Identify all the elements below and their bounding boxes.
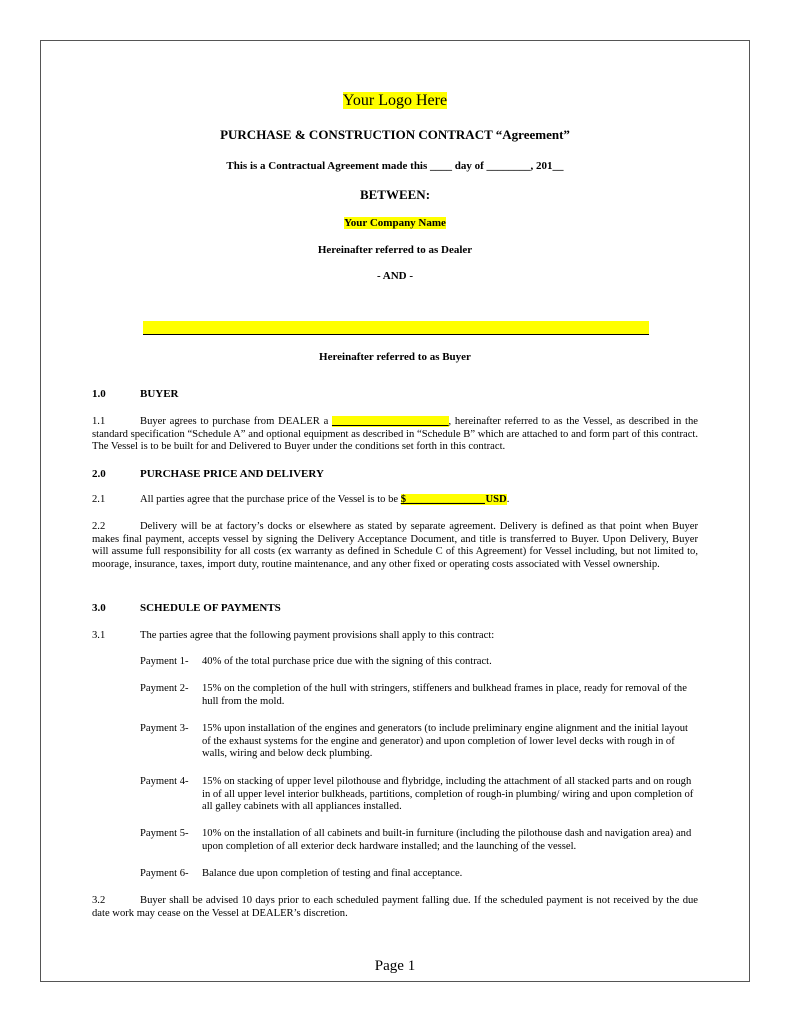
payment-text: 40% of the total purchase price due with the signing of this contract. — [202, 656, 492, 667]
payment-item — [140, 828, 700, 853]
dealer-reference: Hereinafter referred to as Dealer — [317, 244, 473, 256]
payment-item — [140, 723, 700, 761]
paragraph-text: . — [506, 494, 510, 505]
payment-text: Balance due upon completion of testing and final acceptance. — [202, 868, 463, 879]
payment-text: 15% upon installation of the engines and generators (to include preliminary engine alignment and the initial layout of the exhaust systems for the engine and generator) and upon completion of lower level decks with rough in of walls, wiring and below deck plumbing. — [202, 723, 689, 760]
paragraph-text: Buyer shall be advised 10 days prior to each scheduled payment falling due. If the scheduled payment is not received by the due date work may cease on the Vessel at DEALER’s discretion. — [92, 895, 698, 919]
and-separator: - AND - — [376, 270, 414, 282]
paragraph-text: Delivery will be at factory’s docks or elsewhere as stated by separate agreement. Delivery is defined as that point when Buyer makes final payment, accepts vessel by signing the Delivery Acceptance Document, and title is transferred to Buyer. Upon Delivery, Buyer will assume full responsibility for all costs (ex warranty as defined in Schedule C of this Agreement) for Vessel including, but not limited to, moorage, insurance, taxes, import duty, routine maintenance, and any other fixed or operating costs associated with Vessel ownership. — [92, 521, 698, 570]
payment-label: Payment 3- — [140, 723, 189, 734]
between-heading: BETWEEN: — [359, 187, 431, 202]
buyer-reference: Hereinafter referred to as Buyer — [319, 351, 471, 363]
section-number: 2.0 — [92, 468, 106, 480]
payment-label: Payment 5- — [140, 828, 189, 839]
company-name — [40, 217, 750, 229]
payment-item — [140, 776, 700, 814]
section-3-heading — [92, 602, 698, 615]
agreement-date-line: This is a Contractual Agreement made this ____ day of ________, 201__ — [226, 160, 564, 172]
section-2-heading — [92, 468, 698, 481]
payment-text: 15% on the completion of the hull with stringers, stiffeners and bulkhead frames in place, ready for removal of the hull from the mold. — [202, 683, 687, 707]
payment-item — [140, 656, 700, 669]
paragraph-3-2 — [92, 895, 698, 920]
paragraph-2-1 — [92, 494, 698, 507]
paragraph-3-1 — [92, 630, 698, 643]
page-number: Page 1 — [374, 958, 416, 974]
logo-placeholder — [40, 92, 750, 110]
section-title: BUYER — [140, 388, 179, 400]
payment-item — [140, 683, 700, 708]
section-number: 3.0 — [92, 602, 106, 614]
paragraph-text: The parties agree that the following payment provisions shall apply to this contract: — [140, 630, 495, 641]
paragraph-number: 3.2 — [92, 895, 106, 906]
paragraph-1-1 — [92, 416, 698, 454]
payment-label: Payment 1- — [140, 656, 189, 667]
purchase-price-blank[interactable]: $_______________ — [400, 494, 486, 505]
paragraph-text: Buyer agrees to purchase from DEALER a — [140, 416, 333, 427]
paragraph-text: All parties agree that the purchase price of the Vessel is to be — [140, 494, 401, 505]
document-title: PURCHASE & CONSTRUCTION CONTRACT “Agreement” — [220, 127, 570, 142]
buyer-name-blank[interactable] — [143, 321, 649, 335]
section-title: SCHEDULE OF PAYMENTS — [140, 602, 281, 614]
paragraph-number: 3.1 — [92, 630, 106, 641]
vessel-model-blank[interactable]: ______________________ — [332, 416, 449, 427]
paragraph-text: , hereinafter referred to as the Vessel, as described in the standard specification “Schedule A” and optional equipment as described in “Schedule B” which are attached to and form part of this contract. The Vessel is to be built for and Delivered to Buyer under the conditions set forth in this contract. — [92, 416, 698, 453]
paragraph-number: 2.1 — [92, 494, 106, 505]
currency-label: USD — [485, 494, 507, 505]
company-name-text: Your Company Name — [344, 217, 446, 229]
payment-label: Payment 6- — [140, 868, 189, 879]
payment-text: 10% on the installation of all cabinets and built-in furniture (including the pilothouse dash and navigation area) and upon completion of all exterior deck hardware installed; and the launching of the vessel. — [202, 828, 692, 852]
paragraph-number: 1.1 — [92, 416, 106, 427]
section-number: 1.0 — [92, 388, 106, 400]
logo-text: Your Logo Here — [342, 92, 448, 109]
payment-item — [140, 868, 700, 881]
paragraph-2-2 — [92, 521, 698, 571]
payment-text: 15% on stacking of upper level pilothouse and flybridge, including the attachment of all stacked parts and on rough in of all upper level interior bulkheads, partitions, completion of rough-in plumbing/ wiring and upon completion of all galley cabinets with all appliances installed. — [202, 776, 694, 813]
payment-label: Payment 2- — [140, 683, 189, 694]
section-1-heading — [92, 388, 698, 401]
paragraph-number: 2.2 — [92, 521, 106, 532]
section-title: PURCHASE PRICE AND DELIVERY — [140, 468, 324, 480]
payment-label: Payment 4- — [140, 776, 189, 787]
